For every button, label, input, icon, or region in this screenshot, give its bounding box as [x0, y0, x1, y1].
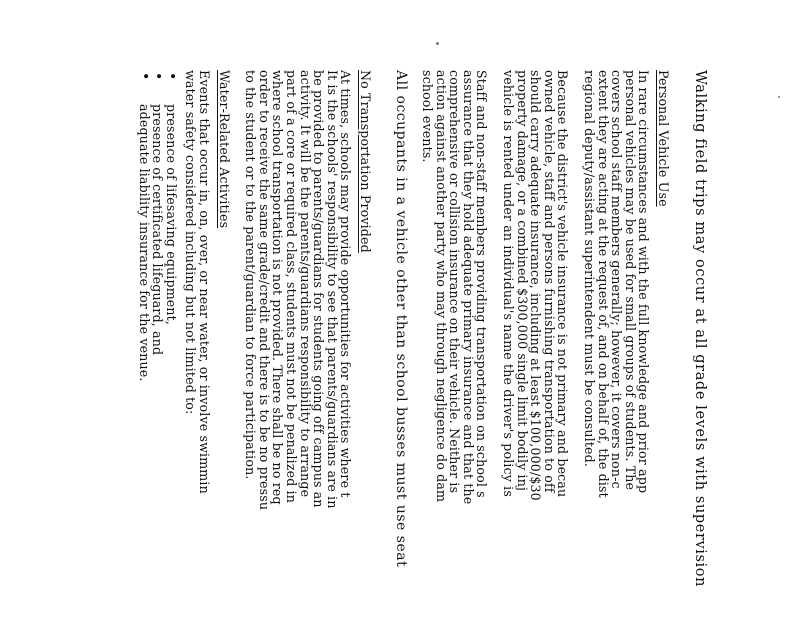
text-line: regional deputy/assistant superintendent must be consulted. [582, 70, 598, 468]
text-line: At times, schools may provide opportunities for activities where t [338, 70, 354, 498]
text-line: Staff and non-staff members providing transportation on school s [474, 70, 490, 498]
lead-sentence: Walking field trips may occur at all grade levels with supervision [692, 70, 708, 588]
seat-belt-statement: All occupants in a vehicle other than school busses must use seat [393, 70, 410, 568]
section-heading-no-transportation: No Transportation Provided [357, 70, 373, 253]
water-safety-list [137, 70, 178, 618]
scan-speck [436, 42, 439, 45]
text-line: to the student or to the parent/guardian to force participation. [243, 70, 259, 480]
section-heading-personal-vehicle-use: Personal Vehicle Use [656, 70, 671, 207]
section-heading-water-related: Water-Related Activities [216, 70, 232, 229]
text-line: comprehensive or collision insurance on their vehicle. Neither is [447, 70, 463, 494]
paragraph-staff-assurance [421, 70, 489, 618]
rotated-document-text [137, 70, 708, 618]
text-line: personal vehicles may be used for small groups of students. The [622, 70, 638, 491]
text-line: property damage, or a combined $300,000 single limit bodily inj [514, 70, 530, 492]
paragraph-prior-approval [582, 70, 650, 618]
text-line: be provided to parents/guardians for students going off campus an [311, 70, 327, 508]
text-line: water safety considered including but not limited to: [183, 70, 199, 415]
paragraph-no-transportation [244, 70, 353, 618]
list-item: • presence of certificated lifeguard, and [151, 70, 165, 618]
text-line: covers school staff members generally; however, it covers non-c [609, 70, 625, 489]
scan-speck [778, 96, 780, 98]
paragraph-water-intro [184, 70, 211, 618]
text-line: where school transportation is not provided. There shall be no req [270, 70, 286, 505]
paragraph-insurance [501, 70, 569, 618]
text-line: It is the schools' responsibility to see that parents/guardians are in [324, 70, 340, 509]
text-line: order to receive the same grade/credit and there is to be no pressu [256, 70, 272, 511]
text-line: assurance that they hold adequate primary insurance and that the [460, 70, 476, 505]
text-line: action against another party who may through negligence do dam [433, 70, 449, 503]
text-line: Events that occur in, on, over, or near water, or involve swimmin [196, 70, 212, 494]
text-line: In rare circumstances and with the full knowledge and prior app [636, 70, 652, 494]
text-line: extent they are acting at the request of, and on behalf of, the dist [595, 70, 611, 498]
text-line: should carry adequate insurance, including at least $100,000/$30 [528, 70, 544, 501]
text-line: vehicle is rented under an individual's name the driver's policy is [501, 70, 517, 497]
list-item: • adequate liability insurance for the venue. [137, 70, 151, 618]
text-line: Because the district's vehicle insurance is not primary and becau [555, 70, 571, 498]
text-line: owned vehicle, staff and persons furnishing transportation to off [541, 70, 557, 493]
text-line: part of a core or required class, students must not be penalized in [283, 70, 299, 504]
text-line: activity. It will be the parents/guardians responsibility to arrange [297, 70, 313, 498]
list-item: • presence of lifesaving equipment, [164, 70, 178, 618]
text-line: school events. [420, 70, 436, 163]
